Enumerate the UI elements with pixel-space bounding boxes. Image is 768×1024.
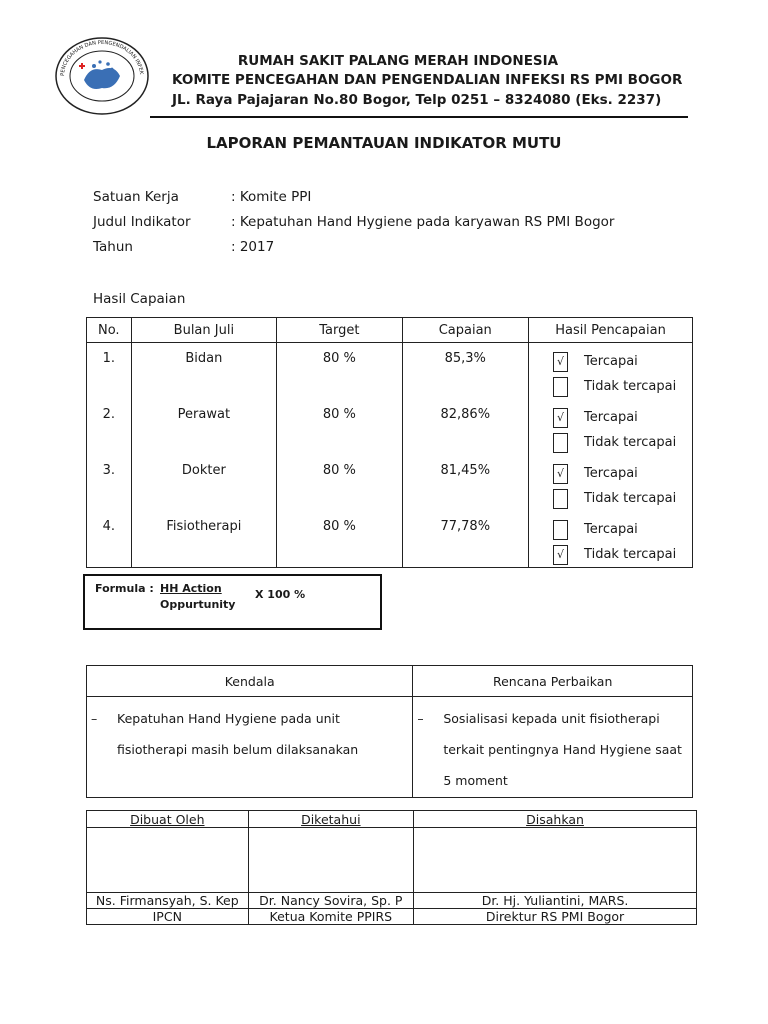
row-unit: Bidan (131, 343, 277, 400)
table-row (87, 455, 693, 511)
row-target: 80 % (277, 455, 402, 511)
signer-roles-row (87, 909, 697, 925)
row-hasil (529, 511, 693, 568)
checkbox-tercapai[interactable]: √ (553, 408, 568, 428)
col-header-disahkan: Disahkan (414, 811, 697, 828)
results-table (86, 317, 693, 568)
info-judul-indikator (93, 214, 614, 230)
row-unit: Dokter (131, 455, 277, 511)
row-target: 80 % (277, 399, 402, 455)
formula-box (83, 574, 382, 630)
info-tahun (93, 239, 274, 255)
list-dash: – (417, 711, 424, 726)
rencana-line: terkait pentingnya Hand Hygiene saat (443, 742, 682, 757)
hospital-address: JL. Raya Pajajaran No.80 Bogor, Telp 0251 – 8324080 (Eks. 2237) (172, 92, 662, 108)
signer-name: Dr. Hj. Yuliantini, MARS. (414, 893, 697, 909)
info-label: Judul Indikator (93, 214, 191, 230)
page-title: LAPORAN PEMANTAUAN INDIKATOR MUTU (206, 134, 562, 152)
row-target: 80 % (277, 343, 402, 400)
row-capaian: 85,3% (402, 343, 529, 400)
header-divider (150, 116, 688, 118)
signature-space (87, 828, 249, 893)
checkbox-tercapai[interactable]: √ (553, 464, 568, 484)
option-label: Tercapai (584, 354, 638, 369)
info-label: Tahun (93, 239, 133, 255)
issues-table (86, 665, 693, 798)
row-no: 4. (87, 511, 132, 568)
table-row (87, 343, 693, 400)
info-label: Satuan Kerja (93, 189, 179, 205)
row-capaian: 77,78% (402, 511, 529, 568)
formula-label: Formula : (95, 582, 154, 595)
checkbox-tercapai[interactable]: √ (553, 352, 568, 372)
row-target: 80 % (277, 511, 402, 568)
option-label: Tidak tercapai (584, 547, 677, 562)
table-row (87, 511, 693, 568)
rencana-cell (413, 697, 693, 798)
table-row (87, 399, 693, 455)
list-dash: – (91, 711, 98, 726)
checkbox-tidak-tercapai[interactable] (553, 377, 568, 397)
option-label: Tidak tercapai (584, 491, 677, 506)
info-value: : Komite PPI (231, 189, 312, 205)
info-satuan-kerja (93, 189, 311, 205)
svg-text:PENCEGAHAN DAN PENGENDALIAN IN: PENCEGAHAN DAN PENGENDALIAN INFEK (59, 39, 144, 77)
rencana-line: Sosialisasi kepada unit fisiotherapi (443, 711, 660, 726)
checkbox-tidak-tercapai[interactable]: √ (553, 545, 568, 565)
row-capaian: 81,45% (402, 455, 529, 511)
row-capaian: 82,86% (402, 399, 529, 455)
option-label: Tidak tercapai (584, 435, 677, 450)
checkbox-tercapai[interactable] (553, 520, 568, 540)
row-hasil (529, 343, 693, 400)
col-header-rencana: Rencana Perbaikan (413, 666, 693, 697)
col-header-hasil: Hasil Pencapaian (529, 318, 693, 343)
col-header-capaian: Capaian (402, 318, 529, 343)
signer-name: Dr. Nancy Sovira, Sp. P (248, 893, 413, 909)
row-no: 1. (87, 343, 132, 400)
kendala-line: Kepatuhan Hand Hygiene pada unit (117, 711, 340, 726)
formula-numerator: HH Action (160, 582, 222, 595)
checkbox-tidak-tercapai[interactable] (553, 489, 568, 509)
info-value: : Kepatuhan Hand Hygiene pada karyawan RS PMI Bogor (231, 214, 615, 230)
kendala-cell (87, 697, 413, 798)
signature-space-row (87, 828, 697, 893)
col-header-kendala: Kendala (87, 666, 413, 697)
col-header-dibuat: Dibuat Oleh (87, 811, 249, 828)
signature-space (248, 828, 413, 893)
row-hasil (529, 399, 693, 455)
signer-names-row (87, 893, 697, 909)
row-unit: Perawat (131, 399, 277, 455)
option-label: Tidak tercapai (584, 379, 677, 394)
col-header-bulan: Bulan Juli (131, 318, 277, 343)
col-header-target: Target (277, 318, 402, 343)
signature-space (414, 828, 697, 893)
rencana-line: 5 moment (443, 773, 508, 788)
row-hasil (529, 455, 693, 511)
formula-denominator: Oppurtunity (160, 598, 236, 611)
info-value: : 2017 (231, 239, 275, 255)
hospital-name: RUMAH SAKIT PALANG MERAH INDONESIA (237, 53, 559, 69)
col-header-diketahui: Diketahui (248, 811, 413, 828)
option-label: Tercapai (584, 410, 638, 425)
option-label: Tercapai (584, 466, 638, 481)
formula-multiplier: X 100 % (255, 588, 306, 601)
signer-role: Direktur RS PMI Bogor (414, 909, 697, 925)
option-label: Tercapai (584, 522, 638, 537)
checkbox-tidak-tercapai[interactable] (553, 433, 568, 453)
signer-role: IPCN (87, 909, 249, 925)
kendala-line: fisiotherapi masih belum dilaksanakan (117, 742, 359, 757)
ppi-logo-icon (54, 36, 150, 116)
col-header-no: No. (87, 318, 132, 343)
row-no: 3. (87, 455, 132, 511)
row-unit: Fisiotherapi (131, 511, 277, 568)
row-no: 2. (87, 399, 132, 455)
table-row (87, 697, 693, 798)
signer-name: Ns. Firmansyah, S. Kep (87, 893, 249, 909)
committee-name: KOMITE PENCEGAHAN DAN PENGENDALIAN INFEKSI RS PMI BOGOR (172, 72, 683, 88)
section-hasil-capaian: Hasil Capaian (93, 291, 186, 307)
signature-table (86, 810, 697, 925)
signer-role: Ketua Komite PPIRS (248, 909, 413, 925)
